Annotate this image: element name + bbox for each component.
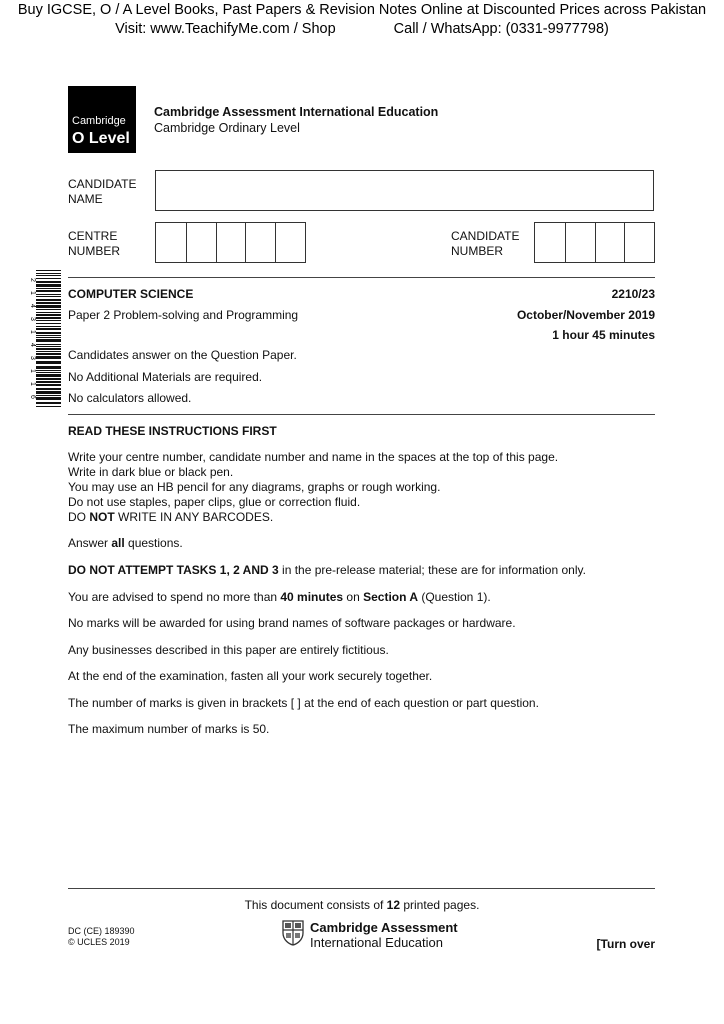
centre-number-field[interactable] — [155, 222, 306, 263]
barcode-bar — [36, 353, 61, 355]
barcode-bar — [36, 366, 61, 369]
copyright: © UCLES 2019 — [68, 937, 130, 947]
barcode-bar — [36, 348, 61, 350]
barcode-bar — [36, 320, 61, 321]
barcode-bar — [36, 328, 61, 330]
candidate-number-field[interactable] — [534, 222, 655, 263]
instruction-time-advice: You are advised to spend no more than 40 minutes on Section A (Question 1). — [68, 590, 491, 604]
barcode-bar — [36, 388, 61, 390]
side-barcode — [27, 270, 61, 410]
logo-line2: O Level — [72, 130, 130, 147]
barcode-bar — [36, 302, 61, 304]
barcode-bar — [36, 309, 61, 310]
barcode-bar — [36, 288, 61, 289]
instructions-heading: READ THESE INSTRUCTIONS FIRST — [68, 424, 277, 438]
barcode-bar — [36, 372, 61, 373]
promo-contact: Call / WhatsApp: (0331-9977798) — [393, 21, 609, 37]
centre-number-cell[interactable] — [156, 223, 186, 262]
instruction-fasten: At the end of the examination, fasten all your work securely together. — [68, 669, 433, 683]
barcode-bar — [36, 351, 61, 352]
barcode-bar — [36, 384, 61, 386]
centre-number-cell[interactable] — [275, 223, 305, 262]
header-org: Cambridge Assessment International Education — [154, 105, 439, 119]
instruction-tasks: DO NOT ATTEMPT TASKS 1, 2 AND 3 in the pre-release material; these are for information only. — [68, 563, 586, 577]
barcode-bar — [36, 406, 61, 407]
barcode-bar — [36, 314, 61, 316]
barcode-bar — [36, 344, 61, 345]
barcode-digit: 1 — [29, 382, 36, 386]
centre-number-cell[interactable] — [186, 223, 216, 262]
barcode-bar — [36, 323, 61, 324]
barcode-bar — [36, 294, 61, 295]
barcode-bar — [36, 317, 61, 319]
barcode-bar — [36, 346, 61, 347]
barcode-bar — [36, 270, 61, 271]
cambridge-crest-icon — [282, 920, 304, 951]
candidate-number-cell[interactable] — [595, 223, 625, 262]
paper-code: 2210/23 — [611, 287, 655, 301]
barcode-digit: 1 — [29, 369, 36, 373]
paper-title: Paper 2 Problem-solving and Programming — [68, 308, 299, 322]
barcode-bar — [36, 284, 61, 287]
barcode-bar — [36, 305, 61, 308]
barcode-digit: 6 — [29, 395, 36, 399]
footer-codes — [68, 926, 135, 948]
barcode-bar — [36, 312, 61, 313]
barcode-digit: 3 — [29, 356, 36, 360]
candidate-number-label: CANDIDATE NUMBER — [451, 229, 520, 258]
instruction-brackets: The number of marks is given in brackets [ ] at the end of each question or part question. — [68, 696, 539, 710]
barcode-bar — [36, 332, 61, 334]
barcode-bar — [36, 402, 61, 404]
barcode-digit: 4 — [29, 304, 36, 308]
divider-footer — [68, 888, 655, 889]
instruction-line: You may use an HB pencil for any diagrams, graphs or rough working. — [68, 480, 441, 494]
barcode-bar — [36, 290, 61, 292]
barcode-digit: 2 — [29, 278, 36, 282]
subject-title: COMPUTER SCIENCE — [68, 287, 194, 301]
promo-banner-line1: Buy IGCSE, O / A Level Books, Past Papers & Revision Notes Online at Discounted Prices across Pakistan — [17, 2, 707, 18]
barcode-bar — [36, 361, 61, 364]
page-count: This document consists of 12 printed pages. — [244, 898, 480, 912]
barcode-bar — [36, 374, 61, 377]
barcode-digit: 3 — [29, 317, 36, 321]
barcode-bar — [36, 326, 61, 327]
footer-cambridge-line2: International Education — [310, 935, 443, 950]
candidate-name-label: CANDIDATE NAME — [68, 177, 137, 206]
candidate-name-field[interactable] — [155, 170, 654, 211]
barcode-bar — [36, 275, 61, 276]
note-answer-on-paper: Candidates answer on the Question Paper. — [68, 348, 297, 362]
barcode-bar — [36, 397, 61, 400]
instruction-barcodes: DO NOT WRITE IN ANY BARCODES. — [68, 510, 274, 524]
barcode-bar — [36, 370, 61, 371]
divider-top — [68, 277, 655, 278]
barcode-bar — [36, 395, 61, 396]
barcode-digit: 4 — [29, 343, 36, 347]
instruction-line: Do not use staples, paper clips, glue or correction fluid. — [68, 495, 361, 509]
barcode-bar — [36, 278, 61, 279]
candidate-number-cell[interactable] — [624, 223, 654, 262]
exam-duration: 1 hour 45 minutes — [552, 328, 655, 342]
candidate-number-cell[interactable] — [565, 223, 595, 262]
barcode-image — [27, 270, 61, 410]
barcode-bar — [36, 337, 61, 338]
barcode-bar — [36, 335, 61, 336]
centre-number-label: CENTRE NUMBER — [68, 229, 121, 258]
barcode-bar — [36, 299, 61, 301]
promo-website: Visit: www.TeachifyMe.com / Shop — [115, 21, 336, 37]
barcode-bar — [36, 378, 61, 380]
barcode-bar — [36, 273, 61, 274]
barcode-bar — [36, 381, 61, 383]
cambridge-o-level-logo — [68, 86, 136, 153]
instruction-fictitious: Any businesses described in this paper are entirely fictitious. — [68, 643, 389, 657]
instruction-answer-all: Answer all questions. — [68, 536, 183, 550]
instruction-brand-names: No marks will be awarded for using brand names of software packages or hardware. — [68, 616, 516, 630]
barcode-bar — [36, 281, 61, 283]
turn-over: [Turn over — [596, 937, 655, 951]
barcode-bar — [36, 391, 61, 394]
barcode-digit: 1 — [29, 330, 36, 334]
instruction-line: Write your centre number, candidate number and name in the spaces at the top of this page. — [68, 450, 559, 464]
barcode-bar — [36, 356, 61, 359]
centre-number-cell[interactable] — [216, 223, 246, 262]
header-level: Cambridge Ordinary Level — [154, 121, 300, 135]
exam-session: October/November 2019 — [516, 308, 655, 322]
footer-cambridge-line1: Cambridge Assessment — [310, 920, 458, 935]
logo-line1: Cambridge — [72, 115, 126, 127]
barcode-digit: 1 — [29, 291, 36, 295]
instruction-max-marks: The maximum number of marks is 50. — [68, 722, 270, 736]
note-no-calculators: No calculators allowed. — [68, 391, 192, 405]
divider-instructions — [68, 414, 655, 415]
candidate-number-cell[interactable] — [535, 223, 565, 262]
instructions-block — [68, 450, 558, 525]
barcode-bar — [36, 339, 61, 342]
doc-code: DC (CE) 189390 — [68, 926, 135, 936]
promo-banner-line2 — [0, 21, 724, 37]
instruction-line: Write in dark blue or black pen. — [68, 465, 234, 479]
note-no-materials: No Additional Materials are required. — [68, 370, 263, 384]
centre-number-cell[interactable] — [245, 223, 275, 262]
barcode-bar — [36, 296, 61, 297]
